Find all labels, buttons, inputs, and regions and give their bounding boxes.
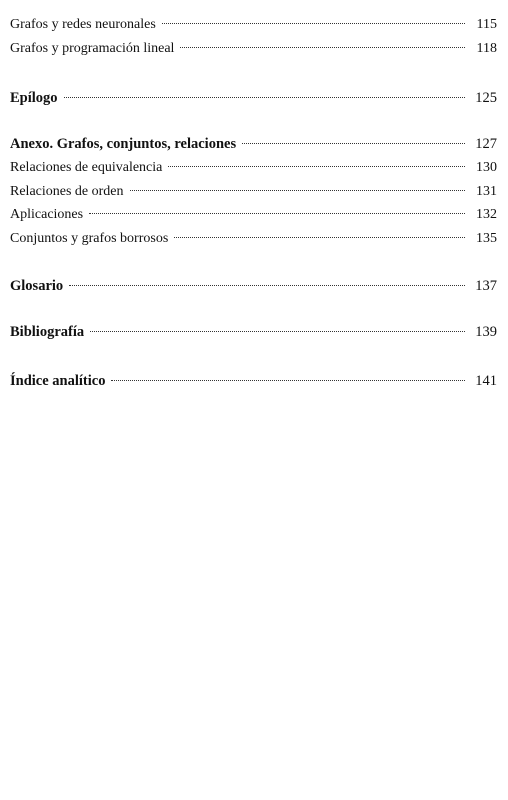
toc-entry-title: Epílogo [10,90,58,106]
toc-section-entry [10,276,497,296]
toc-entry-page: 141 [475,373,497,389]
toc-section-entry [10,88,497,108]
toc-section-entry [10,134,497,154]
toc-entry-title: Grafos y programación lineal [10,41,175,56]
dot-leader [180,46,465,48]
toc-entry-page: 118 [476,41,497,56]
toc-entry-page: 139 [475,324,497,340]
toc-entry [10,205,497,225]
toc-entry-title: Relaciones de orden [10,184,124,199]
dot-leader [111,379,465,381]
dot-leader [168,165,465,167]
toc-entry-page: 125 [475,90,497,106]
toc-section-entry [10,322,497,342]
toc-entry-page: 137 [475,278,497,294]
toc-entry-page: 115 [476,17,497,32]
toc-entry-title: Conjuntos y grafos borrosos [10,231,169,246]
toc-entry-title: Aplicaciones [10,207,84,222]
toc-entry [10,182,497,202]
toc-entry [10,15,497,35]
toc-entry-page: 130 [476,160,497,175]
dot-leader [130,189,465,191]
dot-leader [242,142,465,144]
dot-leader [162,22,465,24]
dot-leader [90,330,465,332]
toc-entry-page: 132 [476,207,497,222]
toc-entry-title: Grafos y redes neuronales [10,17,156,32]
toc-section-entry [10,371,497,391]
dot-leader [69,284,465,286]
toc-entry-title: Índice analítico [10,373,106,389]
dot-leader [174,236,465,238]
toc-entry-title: Glosario [10,278,64,294]
dot-leader [89,212,465,214]
toc-entry-title: Relaciones de equivalencia [10,160,163,175]
toc-entry-title: Bibliografía [10,324,85,340]
toc-entry [10,229,497,249]
toc-entry-title: Anexo. Grafos, conjuntos, relaciones [10,136,237,152]
dot-leader [64,96,465,98]
toc-entry-page: 135 [476,231,497,246]
toc-entry-page: 131 [476,184,497,199]
toc-entry-page: 127 [475,136,497,152]
toc-entry [10,39,497,59]
toc-entry [10,158,497,178]
